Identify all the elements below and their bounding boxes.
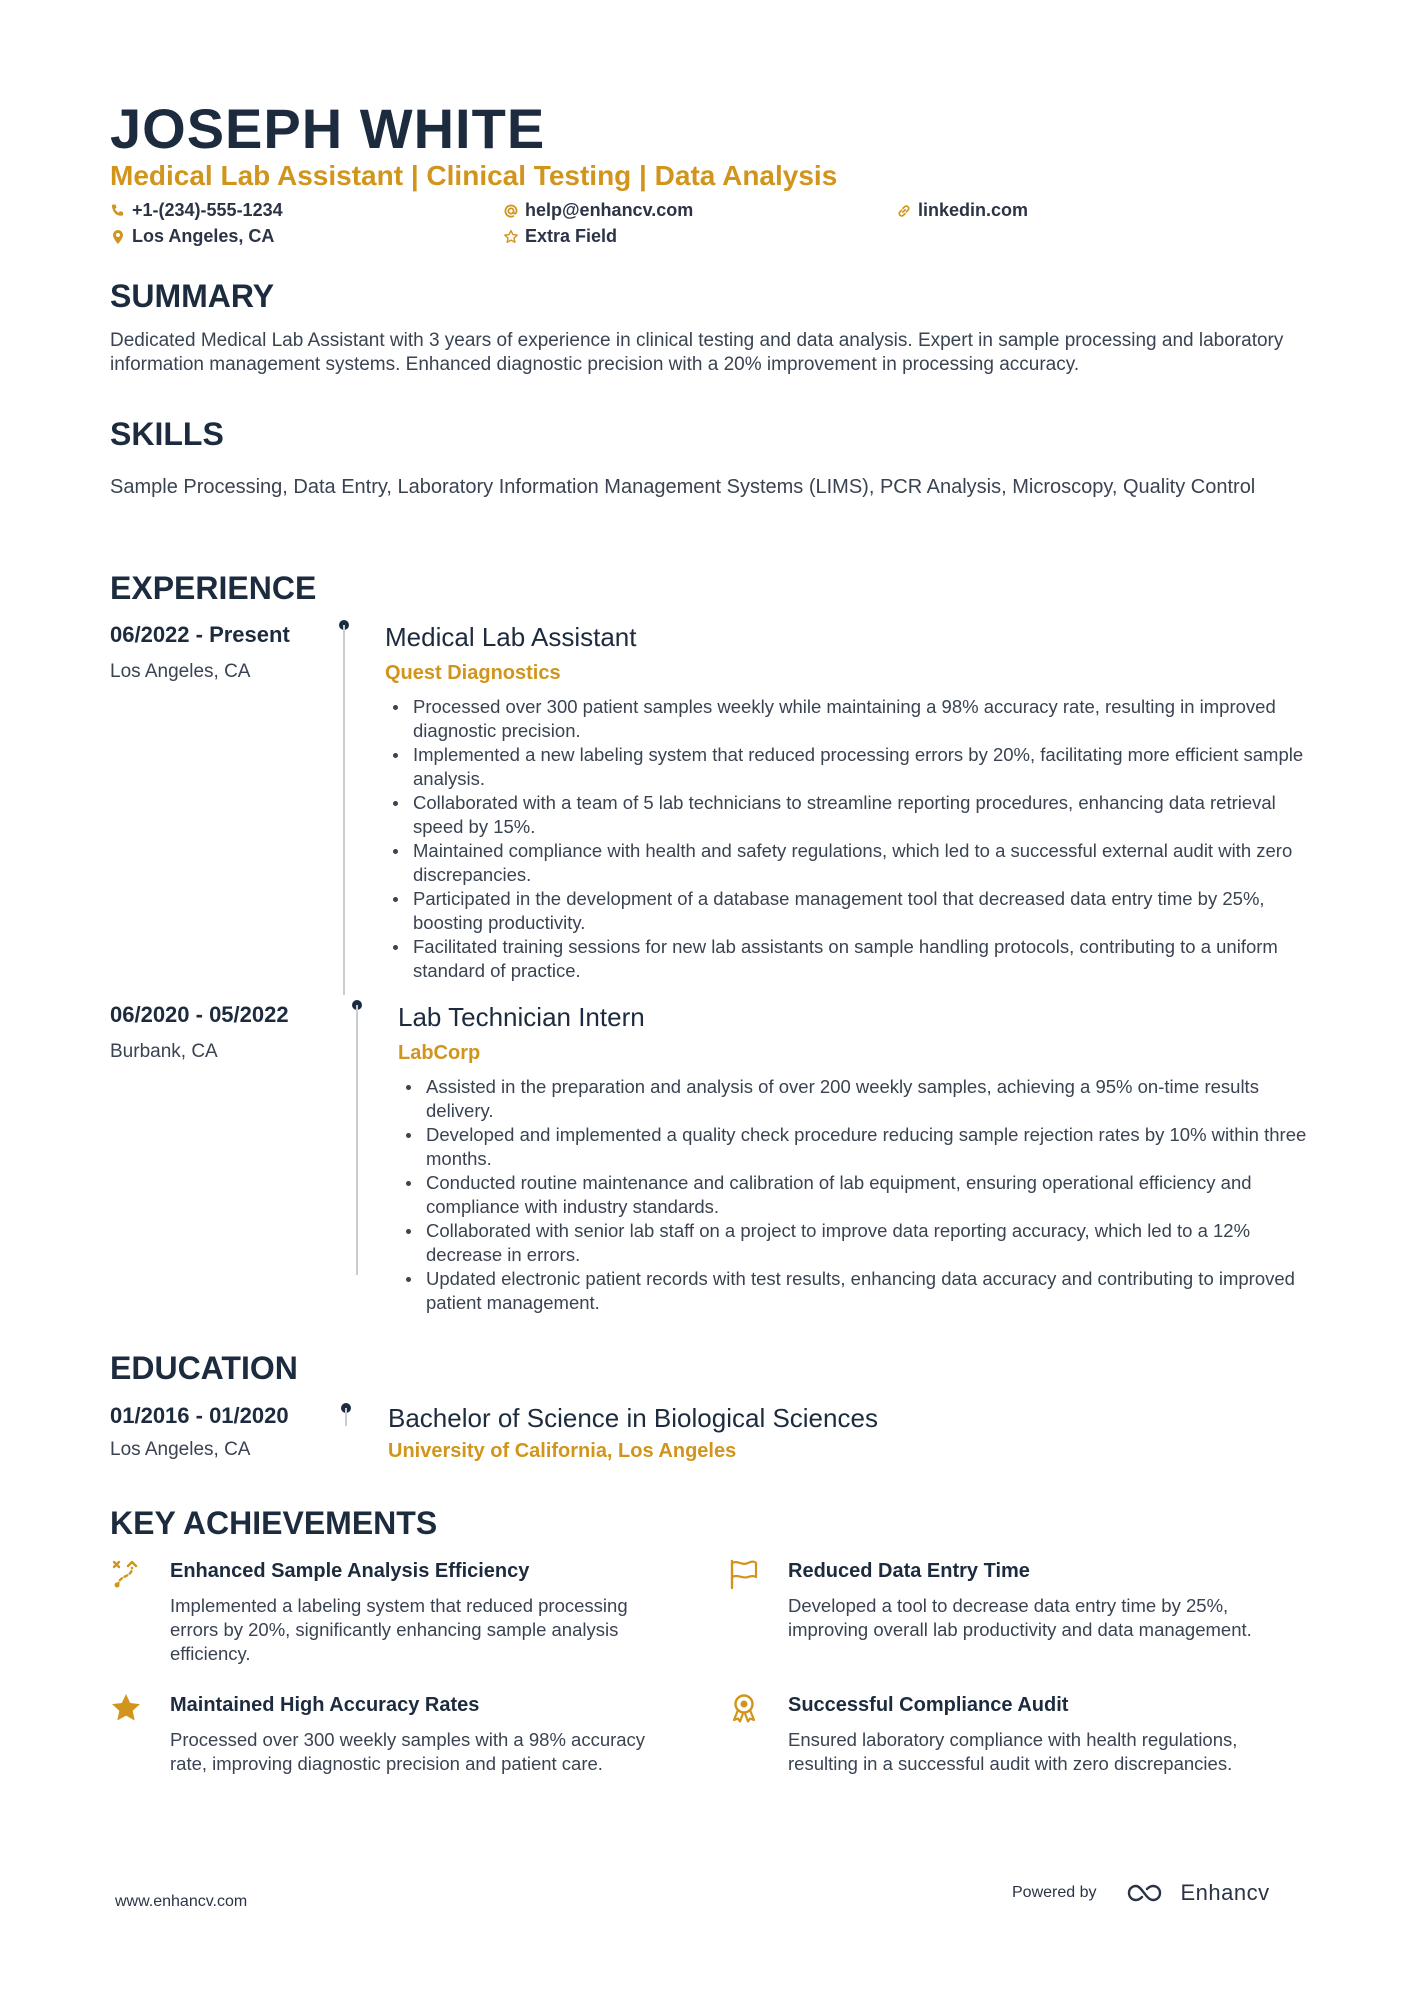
timeline-line [343, 625, 345, 995]
list-item: Participated in the development of a database management tool that decreased data entry time by 25%, boosting productivity. [385, 887, 1310, 935]
job-bullets [398, 1075, 1310, 1315]
achievement-title: Successful Compliance Audit [788, 1694, 1069, 1716]
achievement-title: Reduced Data Entry Time [788, 1560, 1030, 1582]
summary-text: Dedicated Medical Lab Assistant with 3 years of experience in clinical testing and data analysis. Expert in sample processing and laboratory information management systems. Enhanced diagnostic precision with a 20% improvement in processing accuracy. [110, 330, 1284, 375]
list-item: Conducted routine maintenance and calibration of lab equipment, ensuring operational efficiency and compliance with industry standards. [398, 1171, 1310, 1219]
job-location: Burbank, CA [110, 1041, 218, 1062]
powered-by-label: Powered by [1012, 1884, 1097, 1901]
education-dates: 01/2016 - 01/2020 [110, 1403, 289, 1428]
list-item: Maintained compliance with health and safety regulations, which led to a successful external audit with zero discrepancies. [385, 839, 1310, 887]
list-item: Facilitated training sessions for new lab assistants on sample handling protocols, contributing to a uniform standard of practice. [385, 935, 1310, 983]
list-item: Processed over 300 patient samples weekly while maintaining a 98% accuracy rate, resulting in improved diagnostic precision. [385, 695, 1310, 743]
list-item: Updated electronic patient records with test results, enhancing data accuracy and contributing to improved patient management. [398, 1267, 1310, 1315]
link-icon [896, 203, 912, 219]
job-role: Medical Lab Assistant [385, 622, 637, 652]
education-location: Los Angeles, CA [110, 1439, 251, 1460]
contact-extra [503, 226, 617, 247]
skills-text: Sample Processing, Data Entry, Laboratory Information Management Systems (LIMS), PCR Analysis, Microscopy, Quality Control [110, 476, 1256, 498]
star-icon [110, 1692, 142, 1724]
candidate-title: Medical Lab Assistant | Clinical Testing | Data Analysis [110, 160, 838, 191]
linkedin-text[interactable]: linkedin.com [918, 200, 1029, 220]
summary-heading: SUMMARY [110, 278, 275, 314]
star-outline-icon [503, 229, 519, 245]
contact-location [110, 226, 274, 247]
timeline-line [345, 1408, 347, 1426]
achievement-desc: Ensured laboratory compliance with health regulations, resulting in a successful audit with zero discrepancies. [788, 1729, 1238, 1774]
flag-icon [728, 1558, 760, 1590]
achievement-title: Enhanced Sample Analysis Efficiency [170, 1560, 530, 1582]
contact-phone [110, 200, 283, 221]
job-bullets [385, 695, 1310, 983]
email-text[interactable]: help@enhancv.com [525, 200, 694, 220]
brand-logo[interactable] [1123, 1880, 1270, 1906]
award-icon [728, 1692, 760, 1724]
phone-text[interactable]: +1-(234)-555-1234 [132, 200, 283, 220]
at-icon [503, 203, 519, 219]
list-item: Implemented a new labeling system that reduced processing errors by 20%, facilitating more efficient sample analysis. [385, 743, 1310, 791]
location-text: Los Angeles, CA [132, 226, 275, 246]
achievement-title: Maintained High Accuracy Rates [170, 1694, 480, 1716]
achievement-desc: Processed over 300 weekly samples with a 98% accuracy rate, improving diagnostic precision and patient care. [170, 1729, 646, 1774]
extra-text: Extra Field [525, 226, 618, 246]
job-location: Los Angeles, CA [110, 661, 251, 682]
list-item: Assisted in the preparation and analysis of over 200 weekly samples, achieving a 95% on-time results delivery. [398, 1075, 1310, 1123]
footer-powered [1012, 1880, 1270, 1906]
candidate-name: JOSEPH WHITE [110, 97, 546, 160]
job-dates: 06/2020 - 05/2022 [110, 1002, 289, 1027]
timeline-line [356, 1005, 358, 1275]
footer-website[interactable]: www.enhancv.com [115, 1893, 248, 1910]
education-heading: EDUCATION [110, 1350, 298, 1386]
education-degree: Bachelor of Science in Biological Sciences [388, 1403, 878, 1433]
list-item: Collaborated with a team of 5 lab technicians to streamline reporting procedures, enhancing data retrieval speed by 15%. [385, 791, 1310, 839]
list-item: Collaborated with senior lab staff on a project to improve data reporting accuracy, which led to a 12% decrease in errors. [398, 1219, 1310, 1267]
contact-email [503, 200, 693, 221]
route-icon [110, 1558, 142, 1590]
brand-name: Enhancv [1180, 1880, 1270, 1905]
job-company: LabCorp [398, 1042, 481, 1064]
skills-heading: SKILLS [110, 416, 224, 452]
location-pin-icon [110, 229, 126, 245]
job-company: Quest Diagnostics [385, 662, 561, 684]
list-item: Developed and implemented a quality check procedure reducing sample rejection rates by 10% within three months. [398, 1123, 1310, 1171]
job-role: Lab Technician Intern [398, 1002, 645, 1032]
education-school: University of California, Los Angeles [388, 1440, 737, 1462]
contact-linkedin [896, 200, 1028, 221]
achievement-desc: Developed a tool to decrease data entry time by 25%, improving overall lab productivity and data management. [788, 1595, 1252, 1640]
job-dates: 06/2022 - Present [110, 622, 290, 647]
achievements-heading: KEY ACHIEVEMENTS [110, 1505, 438, 1541]
infinity-icon [1123, 1880, 1169, 1906]
experience-heading: EXPERIENCE [110, 570, 317, 606]
achievement-desc: Implemented a labeling system that reduced processing errors by 20%, significantly enhancing sample analysis efficiency. [170, 1595, 628, 1664]
phone-icon [110, 203, 126, 219]
